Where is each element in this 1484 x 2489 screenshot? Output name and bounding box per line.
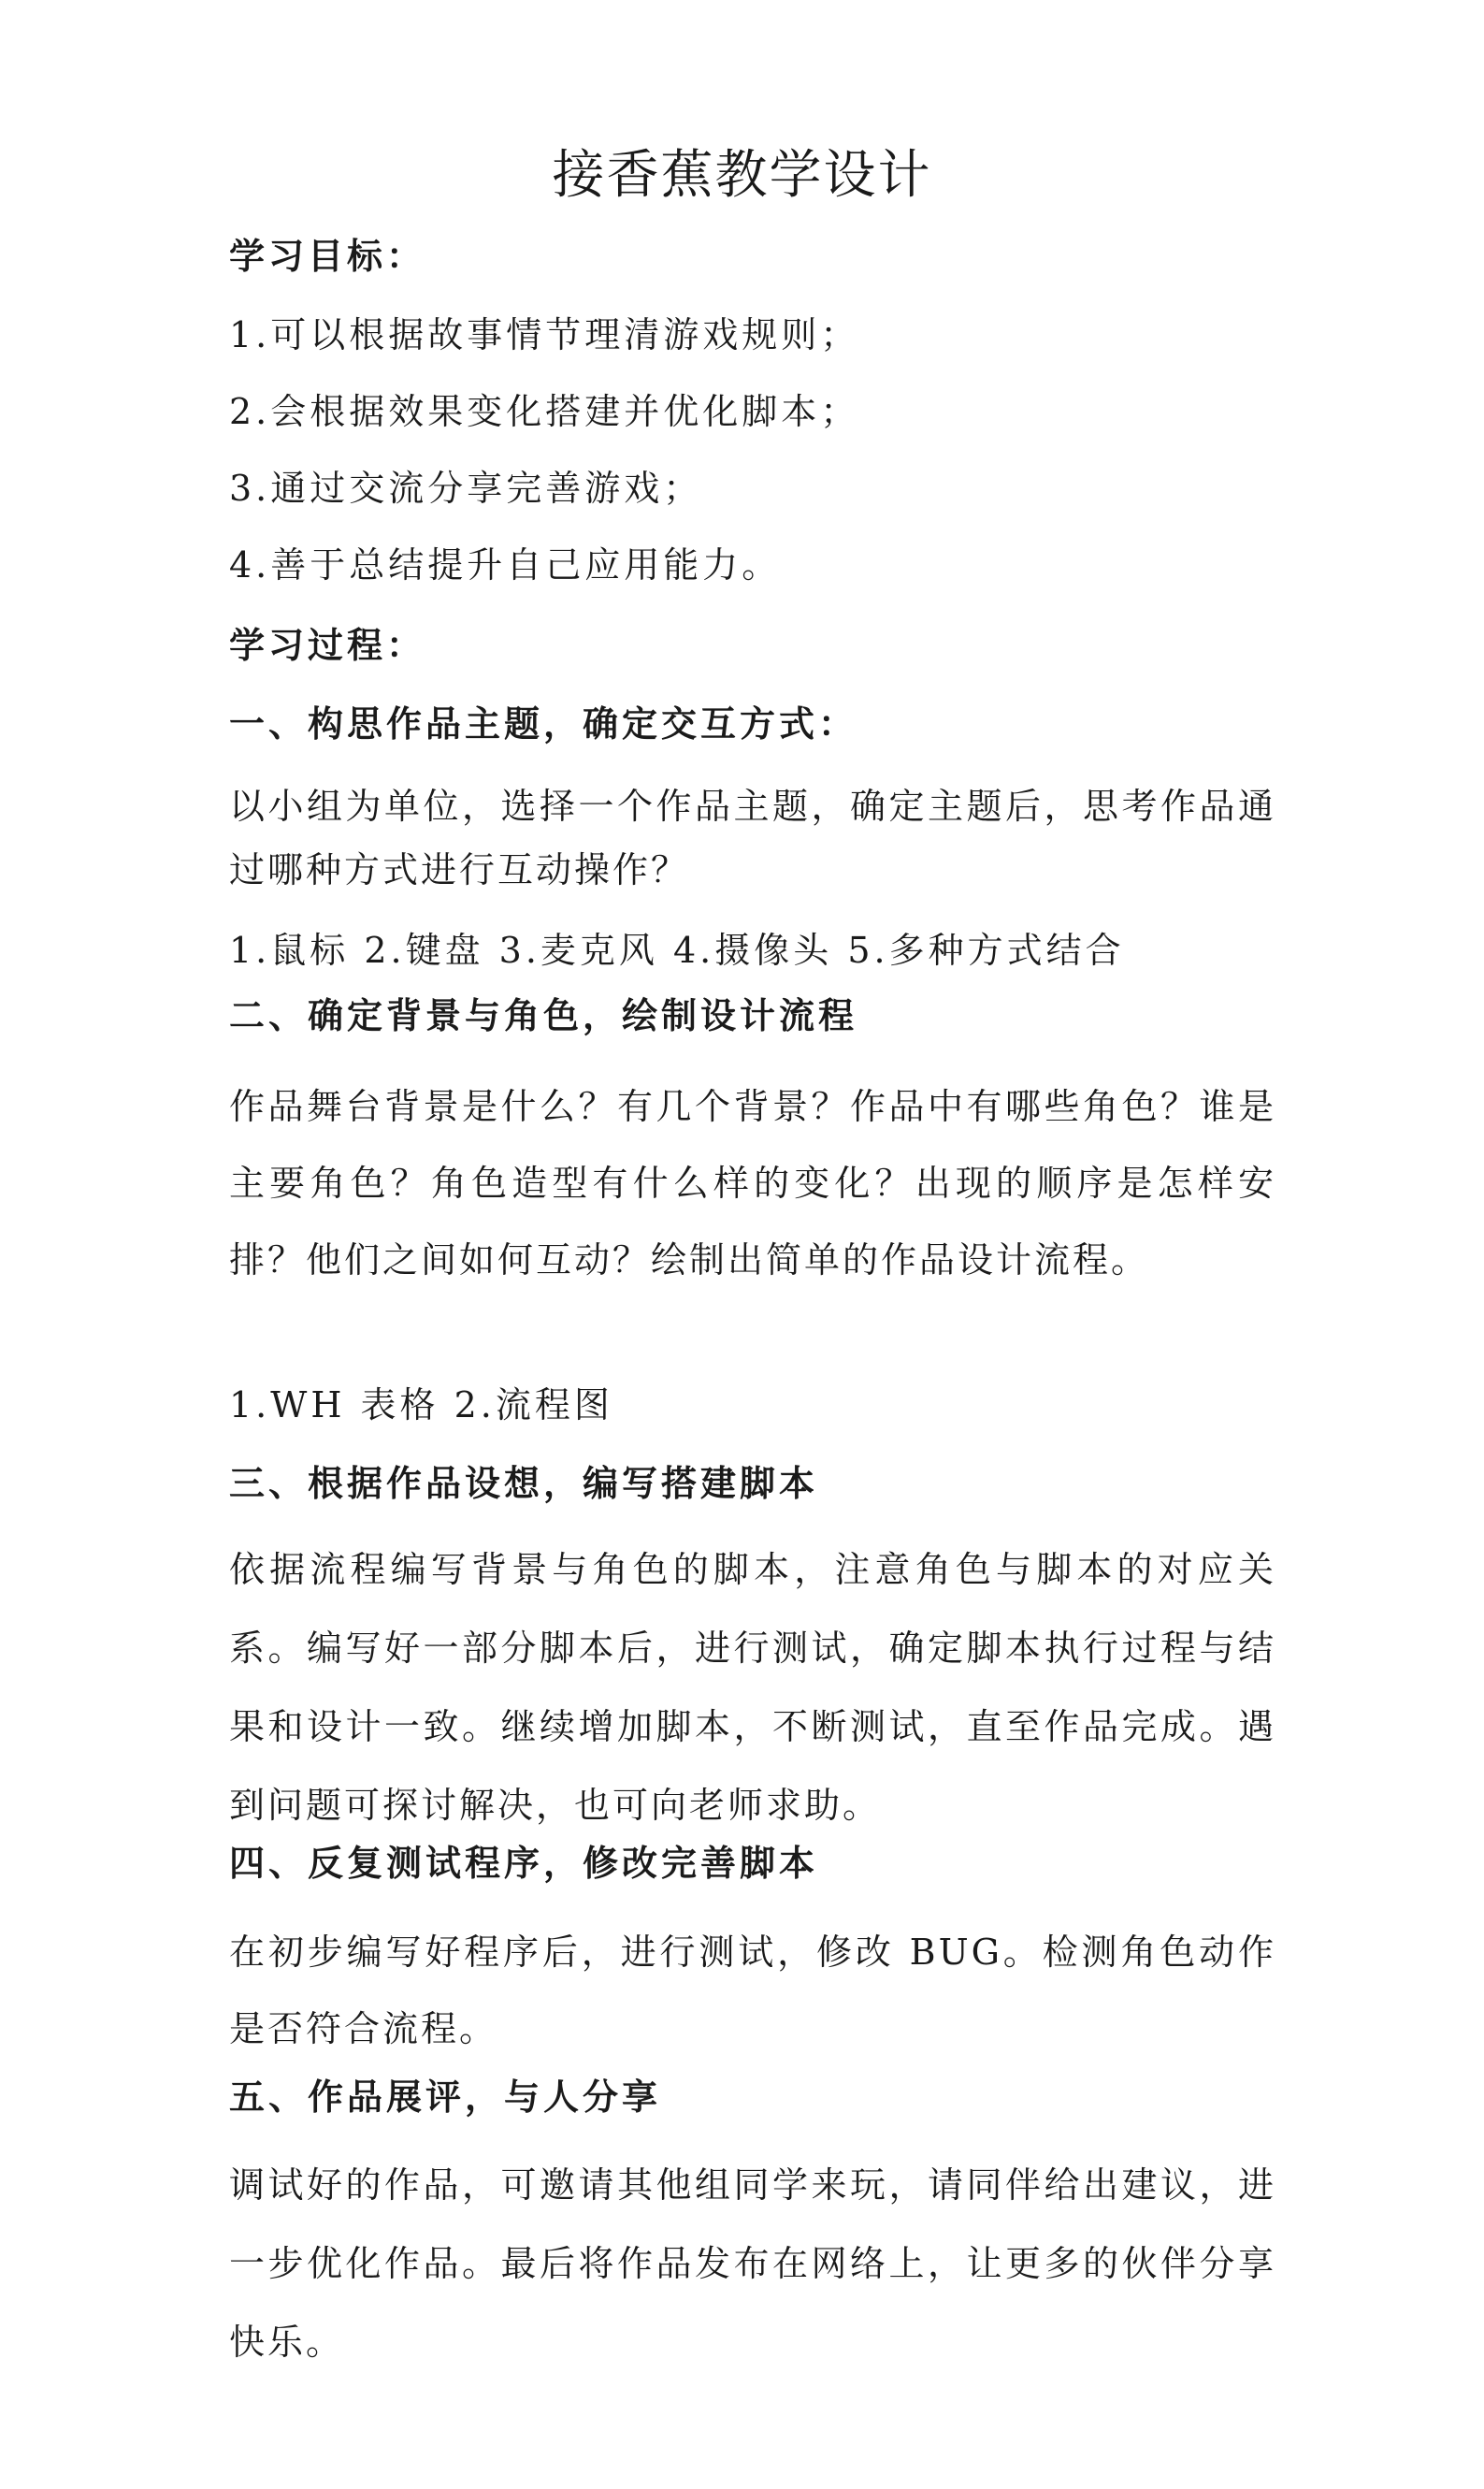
section-4-heading: 四、反复测试程序，修改完善脚本	[229, 1843, 819, 1884]
objective-item-1: 1.可以根据故事情节理清游戏规则；	[229, 314, 860, 355]
objective-item-2: 2.会根据效果变化搭建并优化脚本；	[229, 391, 860, 432]
objectives-heading: 学习目标：	[229, 236, 426, 277]
section-1-heading: 一、构思作品主题，确定交互方式：	[229, 703, 858, 745]
objective-item-4: 4.善于总结提升自己应用能力。	[229, 544, 782, 586]
section-2-text: 作品舞台背景是什么？有几个背景？作品中有哪些角色？谁是主要角色？角色造型有什么样的变化？出现的顺序是怎样安排？他们之间如何互动？绘制出简单的作品设计流程。	[229, 1086, 1276, 1281]
section-2-heading: 二、确定背景与角色，绘制设计流程	[229, 995, 858, 1036]
section-5-heading: 五、作品展评，与人分享	[229, 2077, 662, 2118]
section-5-text: 调试好的作品，可邀请其他组同学来玩，请同伴给出建议，进一步优化作品。最后将作品发布在网络上，让更多的伙伴分享快乐。	[229, 2164, 1276, 2363]
section-2-options: 1.WH 表格 2.流程图	[229, 1384, 613, 1425]
section-3-heading: 三、根据作品设想，编写搭建脚本	[229, 1463, 819, 1504]
objective-item-3: 3.通过交流分享完善游戏；	[229, 468, 703, 509]
section-1-options: 1.鼠标 2.键盘 3.麦克风 4.摄像头 5.多种方式结合	[229, 930, 1125, 971]
process-heading: 学习过程：	[229, 625, 426, 666]
section-1-text: 以小组为单位，选择一个作品主题，确定主题后，思考作品通过哪种方式进行互动操作？	[229, 786, 1276, 890]
section-4-text: 在初步编写好程序后，进行测试，修改 BUG。检测角色动作是否符合流程。	[229, 1932, 1276, 2049]
section-3-text: 依据流程编写背景与角色的脚本，注意角色与脚本的对应关系。编写好一部分脚本后，进行测试，确定脚本执行过程与结果和设计一致。继续增加脚本，不断测试，直至作品完成。遇到问题可探讨解决，也可向老师求助。	[229, 1549, 1276, 1826]
document-title: 接香蕉教学设计	[552, 145, 932, 206]
